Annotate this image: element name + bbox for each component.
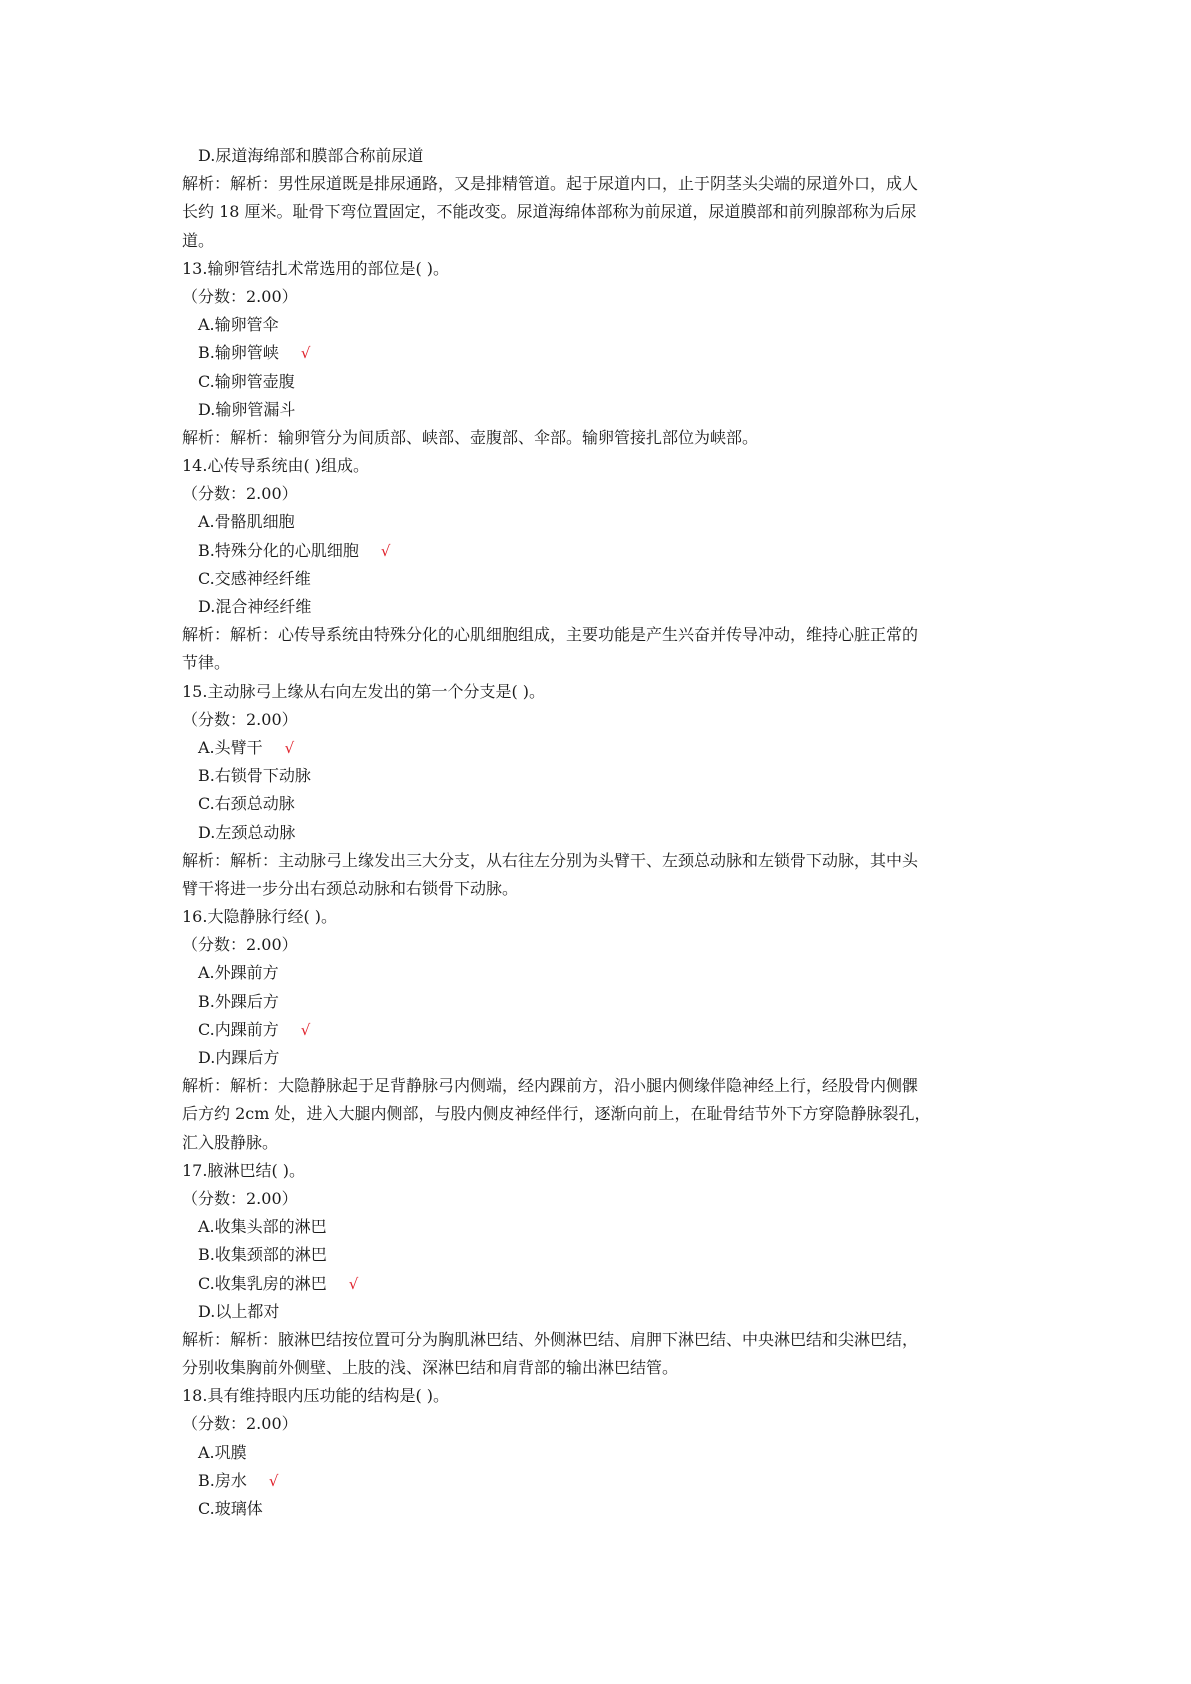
explanation-line: [182, 621, 1022, 649]
answer-option: [182, 819, 1022, 847]
option-text: 特殊分化的心肌细胞: [214, 540, 359, 560]
option-letter: C.: [198, 1019, 215, 1039]
question-number: 16.: [182, 907, 208, 927]
answer-option: [182, 142, 1022, 170]
explanation-label: 解析：: [182, 174, 231, 194]
explanation-line: [182, 1326, 1022, 1354]
option-letter: B.: [198, 766, 215, 786]
option-letter: A.: [198, 315, 215, 335]
option-text: 交感神经纤维: [214, 568, 311, 588]
option-letter: D.: [198, 822, 216, 842]
question-line: [182, 452, 1022, 480]
option-letter: C.: [198, 794, 215, 814]
explanation-text: 后方约 2cm 处，进入大腿内侧部，与股内侧皮神经伴行，逐渐向前上，在耻骨结节外下方穿隐静脉裂孔，: [182, 1104, 931, 1124]
explanation-line: [182, 1072, 1022, 1100]
score-line: （分数：2.00）: [182, 1188, 298, 1208]
question-line: [182, 255, 1022, 283]
answer-option: [182, 565, 1022, 593]
answer-option: [182, 396, 1022, 424]
option-text: 外踝前方: [214, 963, 279, 983]
answer-option: [182, 988, 1022, 1016]
explanation-text: 心传导系统由特殊分化的心肌细胞组成，主要功能是产生兴奋并传导冲动，维持心脏正常的: [278, 625, 919, 645]
option-letter: D.: [198, 1301, 216, 1321]
question-line: [182, 1157, 1022, 1185]
question-line: [182, 678, 1022, 706]
answer-option: [182, 1439, 1022, 1467]
question-text: 大隐静脉行经( )。: [207, 907, 338, 927]
score-line: （分数：2.00）: [182, 935, 298, 955]
option-text: 收集颈部的淋巴: [214, 1245, 327, 1265]
answer-option: [182, 1241, 1022, 1269]
explanation-label: 解析：: [182, 625, 231, 645]
option-text: 右颈总动脉: [214, 794, 295, 814]
option-text: 外踝后方: [214, 991, 279, 1011]
answer-option: [182, 762, 1022, 790]
answer-option: [182, 1016, 1022, 1044]
answer-option: [182, 339, 1022, 367]
explanation-text: 男性尿道既是排尿通路，又是排精管道。起于尿道内口，止于阴茎头尖端的尿道外口，成人: [278, 174, 919, 194]
option-letter: A.: [198, 737, 215, 757]
option-text: 收集乳房的淋巴: [214, 1273, 327, 1293]
answer-option: [182, 508, 1022, 536]
explanation-line: [182, 875, 1022, 903]
explanation-line: [182, 649, 1022, 677]
option-letter: B.: [198, 1245, 215, 1265]
answer-option: [182, 537, 1022, 565]
score-line: （分数：2.00）: [182, 484, 298, 504]
question-number: 13.: [182, 258, 208, 278]
option-letter: C.: [198, 1499, 215, 1518]
explanation: [182, 621, 1022, 677]
explanation-label: 解析：: [182, 1329, 231, 1349]
option-letter: C.: [198, 1273, 215, 1293]
option-letter: B.: [198, 1470, 215, 1490]
explanation-text: 汇入股静脉。: [182, 1132, 279, 1152]
explanation-text: 主动脉弓上缘发出三大分支，从右往左分别为头臂干、左颈总动脉和左锁骨下动脉，其中头: [278, 850, 919, 870]
answer-option: [182, 1467, 1022, 1495]
correct-check-icon: √: [284, 738, 295, 757]
answer-option: [182, 311, 1022, 339]
option-text: 收集头部的淋巴: [214, 1217, 327, 1237]
explanation-line: [182, 1354, 1022, 1382]
correct-check-icon: √: [380, 541, 391, 560]
explanation-label-inner: 解析：: [230, 427, 279, 447]
explanation-label-inner: 解析：: [230, 625, 279, 645]
option-text: 玻璃体: [214, 1499, 263, 1518]
question-number: 18.: [182, 1386, 208, 1406]
explanation-text: 输卵管分为间质部、峡部、壶腹部、伞部。输卵管接扎部位为峡部。: [278, 427, 759, 447]
score-line: （分数：2.00）: [182, 286, 298, 306]
explanation-label: 解析：: [182, 1076, 231, 1096]
option-letter: D.: [198, 1048, 216, 1067]
option-text: 左颈总动脉: [215, 822, 296, 842]
explanation-text: 长约 18 厘米。耻骨下弯位置固定，不能改变。尿道海绵体部称为前尿道，尿道膜部和前列腺部称为后尿: [182, 202, 917, 222]
option-letter: D.: [198, 399, 216, 419]
answer-option: [182, 1270, 1022, 1298]
correct-check-icon: √: [300, 1020, 311, 1039]
option-letter: D.: [198, 597, 216, 616]
question-text: 具有维持眼内压功能的结构是( )。: [207, 1386, 450, 1406]
option-letter: B.: [198, 540, 215, 560]
explanation-label: 解析：: [182, 850, 231, 870]
option-letter: C.: [198, 568, 215, 588]
option-text: 头臂干: [214, 737, 263, 757]
explanation-text: 臂干将进一步分出右颈总动脉和右锁骨下动脉。: [182, 878, 519, 898]
question-text: 输卵管结扎术常选用的部位是( )。: [207, 258, 450, 278]
answer-option: [182, 1495, 1022, 1523]
explanation: [182, 847, 1022, 903]
question-line: [182, 1382, 1022, 1410]
score-line: （分数：2.00）: [182, 709, 298, 729]
option-text: 内踝后方: [215, 1048, 280, 1067]
option-text: 骨骼肌细胞: [214, 512, 295, 532]
explanation-label-inner: 解析：: [230, 174, 279, 194]
option-letter: A.: [198, 1442, 215, 1462]
correct-check-icon: √: [348, 1274, 359, 1293]
answer-option: [182, 1213, 1022, 1241]
option-letter: B.: [198, 343, 215, 363]
answer-option: [182, 734, 1022, 762]
question-number: 17.: [182, 1160, 208, 1180]
option-letter: A.: [198, 1217, 215, 1237]
option-text: 尿道海绵部和膜部合称前尿道: [215, 146, 424, 165]
score-line: （分数：2.00）: [182, 1414, 298, 1434]
answer-option: [182, 1298, 1022, 1326]
option-text: 输卵管伞: [214, 315, 279, 335]
option-text: 输卵管峡: [214, 343, 279, 363]
option-text: 巩膜: [214, 1442, 247, 1462]
option-letter: A.: [198, 963, 215, 983]
explanation-label-inner: 解析：: [230, 1076, 279, 1096]
explanation-line: [182, 170, 1022, 198]
explanation-line: [182, 227, 1022, 255]
option-text: 以上都对: [215, 1301, 280, 1321]
explanation-label: 解析：: [182, 427, 231, 447]
question-number: 15.: [182, 681, 208, 701]
answer-option: [182, 790, 1022, 818]
explanation-label-inner: 解析：: [230, 850, 279, 870]
option-text: 房水: [214, 1470, 247, 1490]
question-line: [182, 903, 1022, 931]
option-letter: D.: [198, 146, 216, 165]
explanation-line: [182, 1129, 1022, 1157]
explanation-line: [182, 847, 1022, 875]
question-number: 14.: [182, 456, 208, 476]
explanation-line: [182, 424, 1022, 452]
option-text: 右锁骨下动脉: [214, 766, 311, 786]
question-text: 主动脉弓上缘从右向左发出的第一个分支是( )。: [207, 681, 546, 701]
option-text: 输卵管漏斗: [215, 399, 296, 419]
explanation: [182, 170, 1022, 255]
correct-check-icon: √: [268, 1471, 279, 1490]
option-text: 内踝前方: [214, 1019, 279, 1039]
explanation-text: 大隐静脉起于足背静脉弓内侧端，经内踝前方，沿小腿内侧缘伴隐神经上行，经股骨内侧髁: [278, 1076, 919, 1096]
option-letter: C.: [198, 371, 215, 391]
option-letter: A.: [198, 512, 215, 532]
correct-check-icon: √: [300, 344, 311, 363]
explanation-text: 道。: [182, 230, 215, 250]
question-text: 心传导系统由( )组成。: [207, 456, 370, 476]
explanation-label-inner: 解析：: [230, 1329, 279, 1349]
question-text: 腋淋巴结( )。: [207, 1160, 306, 1180]
option-letter: B.: [198, 991, 215, 1011]
exam-document: [182, 142, 1022, 1523]
answer-option: [182, 959, 1022, 987]
option-text: 混合神经纤维: [215, 597, 312, 616]
answer-option: [182, 593, 1022, 621]
explanation-line: [182, 1100, 1022, 1128]
explanation: [182, 424, 1022, 452]
option-text: 输卵管壶腹: [214, 371, 295, 391]
explanation: [182, 1326, 1022, 1382]
answer-option: [182, 1044, 1022, 1072]
explanation: [182, 1072, 1022, 1157]
answer-option: [182, 368, 1022, 396]
explanation-text: 节律。: [182, 653, 231, 673]
explanation-line: [182, 198, 1022, 226]
explanation-text: 分别收集胸前外侧壁、上肢的浅、深淋巴结和肩背部的输出淋巴结管。: [182, 1358, 679, 1378]
explanation-text: 腋淋巴结按位置可分为胸肌淋巴结、外侧淋巴结、肩胛下淋巴结、中央淋巴结和尖淋巴结，: [278, 1329, 919, 1349]
